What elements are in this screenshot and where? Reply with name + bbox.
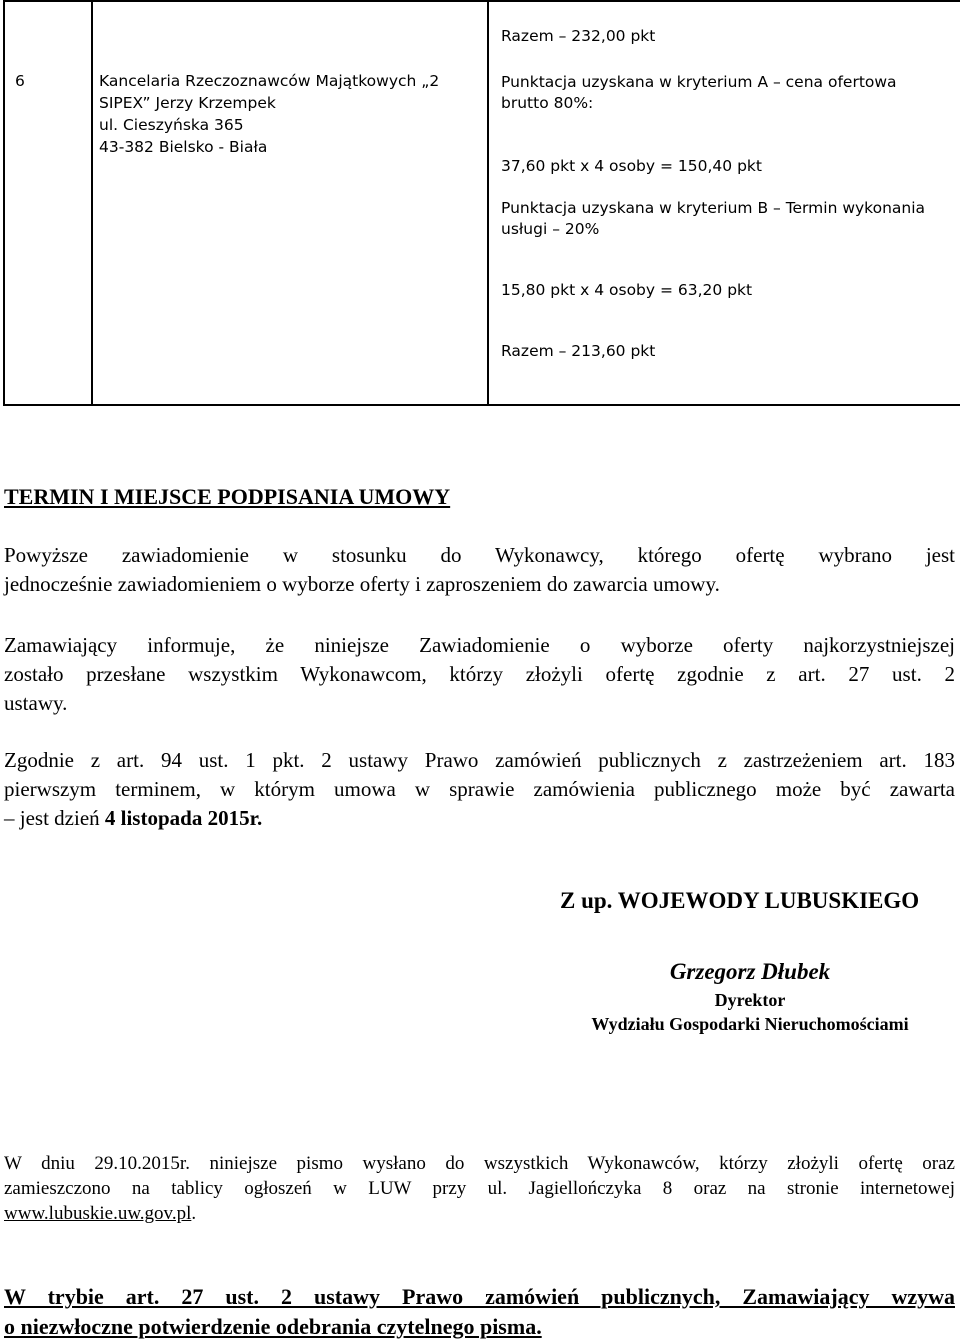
row-number: 6 [15, 72, 25, 90]
footer-line: zamieszczono na tablicy ogłoszeń w LUW przy ul. Jagiellończyka 8 oraz na stronie internetowej [4, 1178, 955, 1199]
footer-line [4, 1201, 955, 1226]
criterion-b-value: 15,80 pkt x 4 osoby = 63,20 pkt [501, 281, 753, 299]
signature-on-behalf: Z up. WOJEWODY LUBUSKIEGO [560, 888, 920, 913]
footer-note [4, 1151, 955, 1226]
website-link[interactable]: www.lubuskie.uw.gov.pl [4, 1203, 192, 1224]
criterion-b-label: Punktacja uzyskana w kryterium B – Termin wykonania [501, 199, 926, 217]
contract-date: 4 listopada 2015r. [104, 806, 263, 830]
notification-paragraph [4, 541, 955, 599]
criterion-b-label-cont: usługi – 20% [501, 220, 600, 238]
contractor-details [93, 2, 487, 158]
notice-line: o niezwłoczne potwierdzenie odebrania czytelnego pisma. [4, 1314, 542, 1339]
link-suffix: . [191, 1203, 197, 1224]
row-number-cell [4, 1, 92, 405]
distribution-paragraph [4, 631, 955, 718]
paragraph-line: Zgodnie z art. 94 ust. 1 pkt. 2 ustawy Prawo zamówień publicznych z zastrzeżeniem art. 183 [4, 748, 955, 772]
section-heading: TERMIN I MIEJSCE PODPISANIA UMOWY [4, 484, 451, 509]
contractor-cell [92, 1, 488, 405]
signatory-title: Dyrektor [714, 990, 786, 1010]
contractor-line: ul. Cieszyńska 365 [99, 116, 244, 134]
contractor-line: Kancelaria Rzeczoznawców Majątkowych „2 [99, 72, 440, 90]
bottom-notice [4, 1282, 955, 1342]
criterion-a-value: 37,60 pkt x 4 osoby = 150,40 pkt [501, 157, 762, 175]
footer-line: W dniu 29.10.2015r. niniejsze pismo wysłano do wszystkich Wykonawców, którzy złożyli ofertę oraz [4, 1153, 955, 1174]
paragraph-line [4, 804, 955, 833]
paragraph-line: ustawy. [4, 691, 68, 715]
paragraph-line: Zamawiający informuje, że niniejsze Zawiadomienie o wyborze oferty najkorzystniejszej [4, 633, 955, 657]
paragraph-line: Powyższe zawiadomienie w stosunku do Wykonawcy, którego ofertę wybrano jest [4, 543, 955, 567]
scoring-cell [488, 1, 960, 405]
row-total: Razem – 213,60 pkt [501, 342, 656, 360]
criterion-a-label: Punktacja uzyskana w kryterium A – cena ofertowa [501, 73, 897, 91]
signatory-name: Grzegorz Dłubek [669, 959, 831, 984]
results-table [3, 0, 960, 406]
paragraph-line: zostało przesłane wszystkim Wykonawcom, którzy złożyli ofertę zgodnie z art. 27 ust. 2 [4, 662, 955, 686]
previous-total: Razem – 232,00 pkt [501, 27, 656, 45]
date-prefix: – jest dzień [4, 806, 105, 830]
contractor-line: 43-382 Bielsko - Biała [99, 138, 268, 156]
criterion-a-label-cont: brutto 80%: [501, 94, 594, 112]
contractor-line: SIPEX” Jerzy Krzempek [99, 94, 276, 112]
paragraph-line: jednocześnie zawiadomieniem o wyborze oferty i zaproszeniem do zawarcia umowy. [4, 572, 720, 596]
notice-line: W trybie art. 27 ust. 2 ustawy Prawo zamówień publicznych, Zamawiający wzywa [4, 1284, 955, 1309]
signatory-department: Wydziału Gospodarki Nieruchomościami [591, 1014, 909, 1034]
paragraph-line: pierwszym terminem, w którym umowa w sprawie zamówienia publicznego może być zawarta [4, 777, 955, 801]
contract-date-paragraph [4, 746, 955, 833]
